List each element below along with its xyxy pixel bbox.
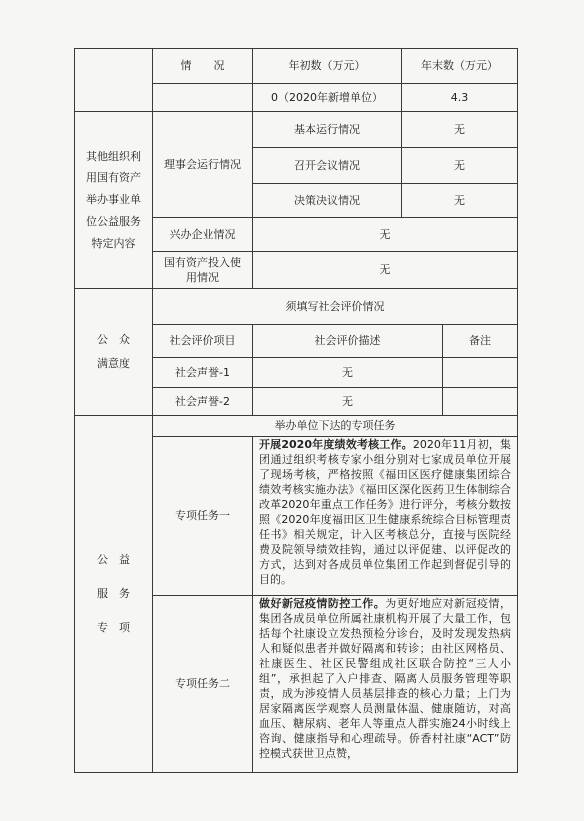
col-desc-header [252,324,443,358]
col-note-text: 备注 [469,334,491,348]
investment-value-text: 无 [379,263,391,277]
reputation-desc: 无 [342,394,353,408]
decision-value [401,183,518,218]
end-year-value [401,83,518,112]
begin-year-value [252,83,402,112]
task-one-content [252,436,518,596]
table-row-item [152,387,253,416]
begin-year-label: 年初数（万元） [288,59,366,73]
task-two-title: 做好新冠疫情防控工作。 [259,597,386,610]
other-org-line: 举办事业单 [86,193,141,207]
other-org-line: 特定内容 [91,236,136,250]
enterprise-label [152,217,253,252]
public-service-header-text: 举办单位下达的专项任务 [274,419,396,433]
other-org-line: 其他组织利 [86,149,141,163]
public-service-line: 服 务 [97,587,130,601]
col-item-text: 社会评价项目 [169,334,236,348]
satisfaction-line: 公 众 [97,333,130,347]
task-two-paragraph [259,597,511,761]
table-row-item [152,357,253,388]
col-note-header [442,324,518,358]
blank-cell [74,48,153,112]
meeting-value-text: 无 [454,158,465,172]
satisfaction-line: 满意度 [97,357,130,370]
table-row-note [442,387,518,416]
col-desc-text: 社会评价描述 [314,334,381,348]
enterprise-value [252,217,518,252]
task-two-content [252,595,518,773]
task-one-label-text: 专项任务一 [175,509,230,523]
investment-line: 国有资产投入使 [164,255,241,269]
blank-cell [152,83,253,112]
table-row-desc [252,357,443,388]
basic-value [401,111,518,148]
task-one-body: 2020年11月初，集团通过组织考核专家小组分别对七家成员单位开展了现场考核，严格按照《福田区医疗健康集团综合绩效考核实施办法》《福田区深化医药卫生体制综合改革2020年重点工作任务》进行评分，考核分数按照《2020年度福田区卫生健康系统综合目标管理责任书》相关规定，计入区考核总分，直接与医院经费及院领导绩效挂钩，通过以评促建、以评促改的方式，达到对各成员单位集团工作起到督促引导的目的。 [259,438,511,586]
meeting-label-text: 召开会议情况 [294,158,360,172]
public-service-header [152,415,518,437]
begin-year-header [252,48,402,84]
decision-label-text: 决策决议情况 [294,193,360,207]
public-service-line: 专 项 [97,620,130,634]
table-row-note [442,357,518,388]
basic-label-text: 基本运行情况 [294,122,360,136]
enterprise-label-text: 兴办企业情况 [169,227,236,241]
satisfaction-header [152,288,518,325]
task-one-title: 开展2020年度绩效考核工作。 [259,438,413,451]
enterprise-value-text: 无 [379,227,391,241]
other-org-line: 用国有资产 [86,171,141,185]
satisfaction-header-text: 须填写社会评价情况 [285,299,385,313]
end-year-header [401,48,518,84]
other-org-label [74,111,153,289]
reputation-item: 社会声誉-1 [175,365,230,379]
begin-value: 0（2020年新增单位） [271,90,383,104]
task-one-paragraph [259,438,511,588]
task-two-label [152,595,253,773]
task-one-label [152,436,253,596]
investment-label [152,251,253,289]
situation-header [152,48,253,84]
public-service-line: 公 益 [97,553,130,567]
basic-label [252,111,402,148]
task-two-label-text: 专项任务二 [175,677,230,691]
decision-label [252,183,402,218]
end-value: 4.3 [450,90,469,104]
meeting-value [401,147,518,184]
situation-label: 情 况 [180,59,225,73]
reputation-item: 社会声誉-2 [175,394,230,408]
table-row-desc [252,387,443,416]
end-year-label: 年末数（万元） [421,59,498,73]
satisfaction-label [74,288,153,416]
basic-value-text: 无 [454,122,465,136]
council-label-text: 理事会运行情况 [164,157,241,171]
public-service-label [74,415,153,773]
investment-value [252,251,518,289]
decision-value-text: 无 [454,193,465,207]
reputation-desc: 无 [342,365,353,379]
col-item-header [152,324,253,358]
investment-line: 用情况 [186,270,219,284]
other-org-line: 位公益服务 [86,214,141,228]
meeting-label [252,147,402,184]
council-label [152,111,253,218]
task-two-body: 为更好地应对新冠疫情，集团各成员单位所属社康机构开展了大量工作，包括每个社康设立发热预检分诊台，及时发现发热病人和疑似患者并做好隔离和转诊；由社区网格员、社康医生、社区民警组成社区联合防控“三人小组”，承担起了入户排查、隔离人员服务管理等职责，成为涉疫情人员基层排查的核心力量；上门为居家隔离医学观察人员测量体温、健康随访，对高血压、糖尿病、老年人等重点人群实施24小时线上咨询、健康指导和心理疏导。侨香村社康“ACT”防控模式获世卫点赞， [259,597,512,760]
